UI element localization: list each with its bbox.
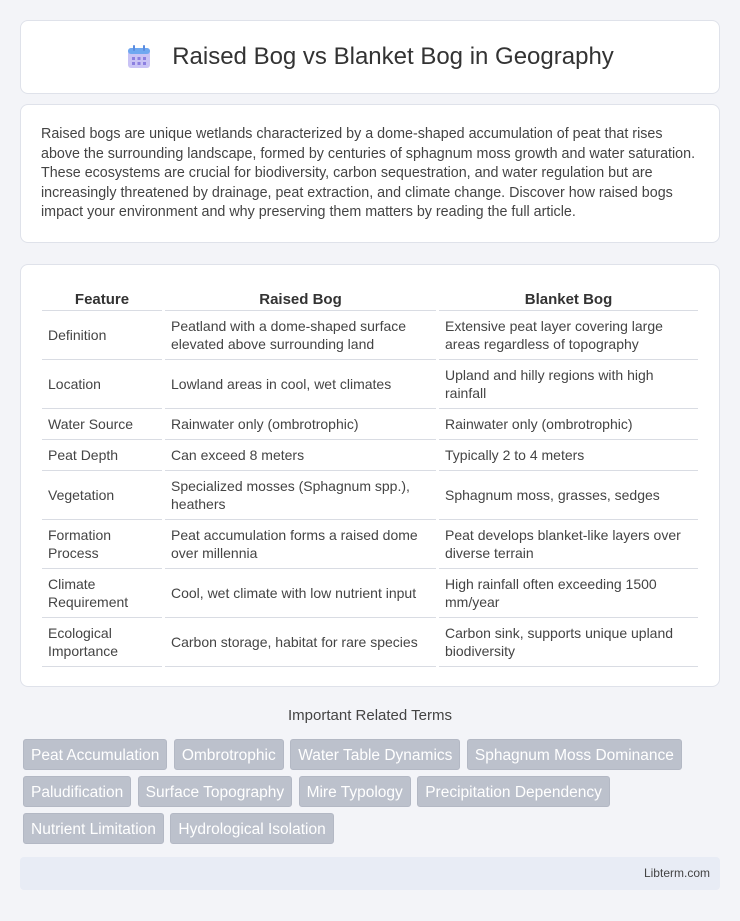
table-row: [42, 471, 698, 520]
intro-card: [20, 104, 720, 243]
header-blanket-bog: Blanket Bog: [439, 285, 698, 311]
related-term-tag[interactable]: Ombrotrophic: [174, 739, 284, 770]
cell-blanket: High rainfall often exceeding 1500 mm/year: [439, 569, 698, 618]
cell-raised: Carbon storage, habitat for rare species: [165, 618, 436, 667]
header-raised-bog: Raised Bog: [165, 285, 436, 311]
related-term-tag[interactable]: Water Table Dynamics: [290, 739, 460, 770]
cell-feature: Location: [42, 360, 162, 409]
intro-text: Raised bogs are unique wetlands characterized by a dome-shaped accumulation of peat that rises above the surrounding landscape, formed by centuries of sphagnum moss growth and water saturation. These ecosystems are crucial for biodiversity, carbon sequestration, and water regulation but are increasingly threatened by drainage, peat extraction, and climate change. Discover how raised bogs impact your environment and why preserving them matters by reading the full article.: [41, 126, 696, 221]
cell-feature: Formation Process: [42, 520, 162, 569]
table-row: [42, 569, 698, 618]
cell-feature: Vegetation: [42, 471, 162, 520]
calendar-icon: [126, 44, 152, 70]
table-row: [42, 520, 698, 569]
cell-blanket: Extensive peat layer covering large areas regardless of topography: [439, 311, 698, 360]
related-terms-title: Important Related Terms: [288, 707, 452, 724]
cell-feature: Definition: [42, 311, 162, 360]
table-row: [42, 440, 698, 471]
cell-raised: Rainwater only (ombrotrophic): [165, 409, 436, 440]
footer: [20, 857, 720, 890]
page-title: Raised Bog vs Blanket Bog in Geography: [172, 43, 614, 70]
header-card: [20, 20, 720, 94]
related-term-tag[interactable]: Mire Typology: [299, 776, 411, 807]
table-row: [42, 311, 698, 360]
footer-site-link[interactable]: Libterm.com: [643, 866, 710, 880]
cell-raised: Can exceed 8 meters: [165, 440, 436, 471]
cell-raised: Peat accumulation forms a raised dome over millennia: [165, 520, 436, 569]
cell-blanket: Sphagnum moss, grasses, sedges: [439, 471, 698, 520]
cell-raised: Lowland areas in cool, wet climates: [165, 360, 436, 409]
related-term-tag[interactable]: Hydrological Isolation: [170, 813, 333, 844]
comparison-table-card: [20, 264, 720, 687]
cell-raised: Specialized mosses (Sphagnum spp.), heathers: [165, 471, 436, 520]
table-row: [42, 360, 698, 409]
cell-feature: Peat Depth: [42, 440, 162, 471]
header-feature: Feature: [42, 285, 162, 311]
comparison-table: [39, 285, 701, 667]
related-term-tag[interactable]: Peat Accumulation: [23, 739, 167, 770]
related-term-tag[interactable]: Surface Topography: [138, 776, 292, 807]
cell-blanket: Peat develops blanket-like layers over diverse terrain: [439, 520, 698, 569]
cell-blanket: Rainwater only (ombrotrophic): [439, 409, 698, 440]
cell-feature: Climate Requirement: [42, 569, 162, 618]
cell-raised: Peatland with a dome-shaped surface elevated above surrounding land: [165, 311, 436, 360]
related-term-tag[interactable]: Sphagnum Moss Dominance: [467, 739, 682, 770]
cell-raised: Cool, wet climate with low nutrient input: [165, 569, 436, 618]
cell-blanket: Carbon sink, supports unique upland biodiversity: [439, 618, 698, 667]
related-term-tag[interactable]: Nutrient Limitation: [23, 813, 164, 844]
cell-feature: Ecological Importance: [42, 618, 162, 667]
cell-feature: Water Source: [42, 409, 162, 440]
related-term-tag[interactable]: Precipitation Dependency: [417, 776, 610, 807]
table-row: [42, 409, 698, 440]
table-row: [42, 618, 698, 667]
cell-blanket: Typically 2 to 4 meters: [439, 440, 698, 471]
related-term-tag[interactable]: Paludification: [23, 776, 131, 807]
cell-blanket: Upland and hilly regions with high rainfall: [439, 360, 698, 409]
related-terms-list: [23, 739, 723, 850]
